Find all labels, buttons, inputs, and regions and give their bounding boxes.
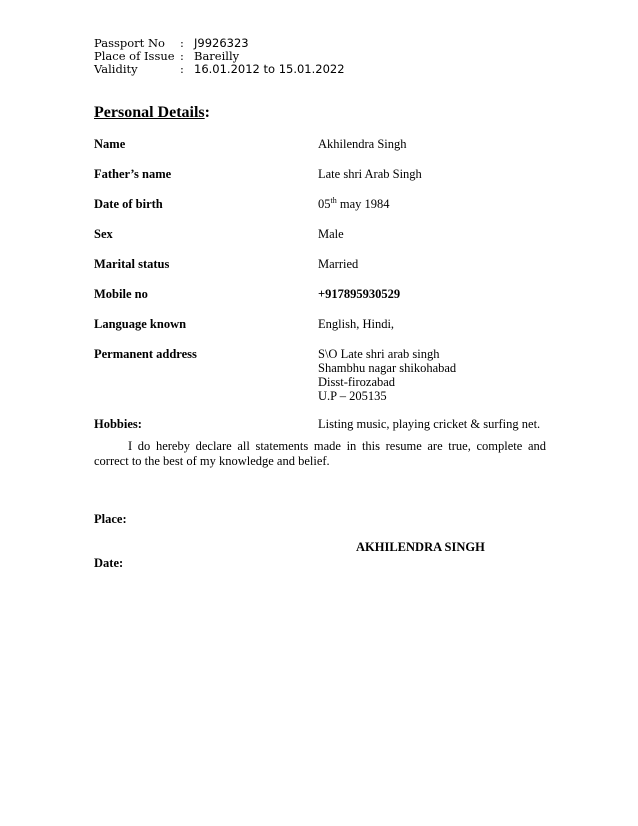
validity-value: 16.01.2012 to 15.01.2022: [194, 62, 345, 76]
personal-details-colon: :: [204, 104, 210, 121]
address-line: Disst-firozabad: [318, 375, 396, 389]
language-label: Language known: [94, 317, 187, 331]
hobbies-value: Listing music, playing cricket & surfing net.: [318, 417, 541, 431]
place-of-issue-label: Place of Issue: [94, 49, 175, 63]
place-label: Place:: [94, 512, 127, 526]
validity-colon: :: [180, 62, 184, 76]
mobile-value: +917895930529: [318, 287, 401, 301]
detail-row-language: [94, 317, 564, 331]
detail-row-dob: [94, 197, 564, 211]
declaration-text: I do hereby declare all statements made in this resume are true, complete and correct to the best of my knowledge and belief.: [94, 439, 546, 468]
personal-details-heading: [94, 104, 210, 122]
hobbies-label: Hobbies:: [94, 417, 142, 431]
passport-number-value: J9926323: [194, 36, 249, 50]
place-of-issue-colon: :: [180, 49, 184, 63]
address-line: S\O Late shri arab singh: [318, 347, 440, 361]
sex-label: Sex: [94, 227, 113, 241]
address-line: Shambhu nagar shikohabad: [318, 361, 457, 375]
personal-details-table: [94, 137, 564, 431]
detail-row-mobile: [94, 287, 564, 301]
detail-row-father: [94, 167, 564, 181]
marital-status-value: Married: [318, 257, 359, 271]
passport-number-label: Passport No: [94, 36, 165, 50]
sex-value: Male: [318, 227, 344, 241]
marital-status-label: Marital status: [94, 257, 170, 271]
detail-row-sex: [94, 227, 564, 241]
detail-row-marital: [94, 257, 564, 271]
detail-row-hobbies: [94, 417, 564, 431]
father-name-label: Father’s name: [94, 167, 172, 181]
dob-value: [318, 197, 390, 211]
dob-day: 05: [318, 197, 331, 211]
name-value: Akhilendra Singh: [318, 137, 407, 151]
detail-row-name: [94, 137, 564, 151]
detail-row-address: [94, 347, 564, 403]
personal-details-title: Personal Details: [94, 104, 205, 121]
date-label: Date:: [94, 556, 124, 570]
father-name-value: Late shri Arab Singh: [318, 167, 422, 181]
dob-suffix: th: [330, 195, 337, 205]
validity-label: Validity: [94, 62, 138, 76]
declaration-paragraph: [94, 439, 546, 469]
passport-number-colon: :: [180, 36, 184, 50]
dob-label: Date of birth: [94, 197, 163, 211]
address-line: U.P – 205135: [318, 389, 387, 403]
address-value: [318, 347, 456, 403]
name-label: Name: [94, 137, 126, 151]
mobile-label: Mobile no: [94, 287, 148, 301]
dob-rest: may 1984: [336, 197, 390, 211]
passport-info: [94, 37, 345, 76]
place-of-issue-value: Bareilly: [194, 49, 240, 63]
language-value: English, Hindi,: [318, 317, 395, 331]
signature-name: AKHILENDRA SINGH: [356, 540, 485, 554]
address-label: Permanent address: [94, 347, 197, 361]
validity-row: [94, 63, 345, 76]
